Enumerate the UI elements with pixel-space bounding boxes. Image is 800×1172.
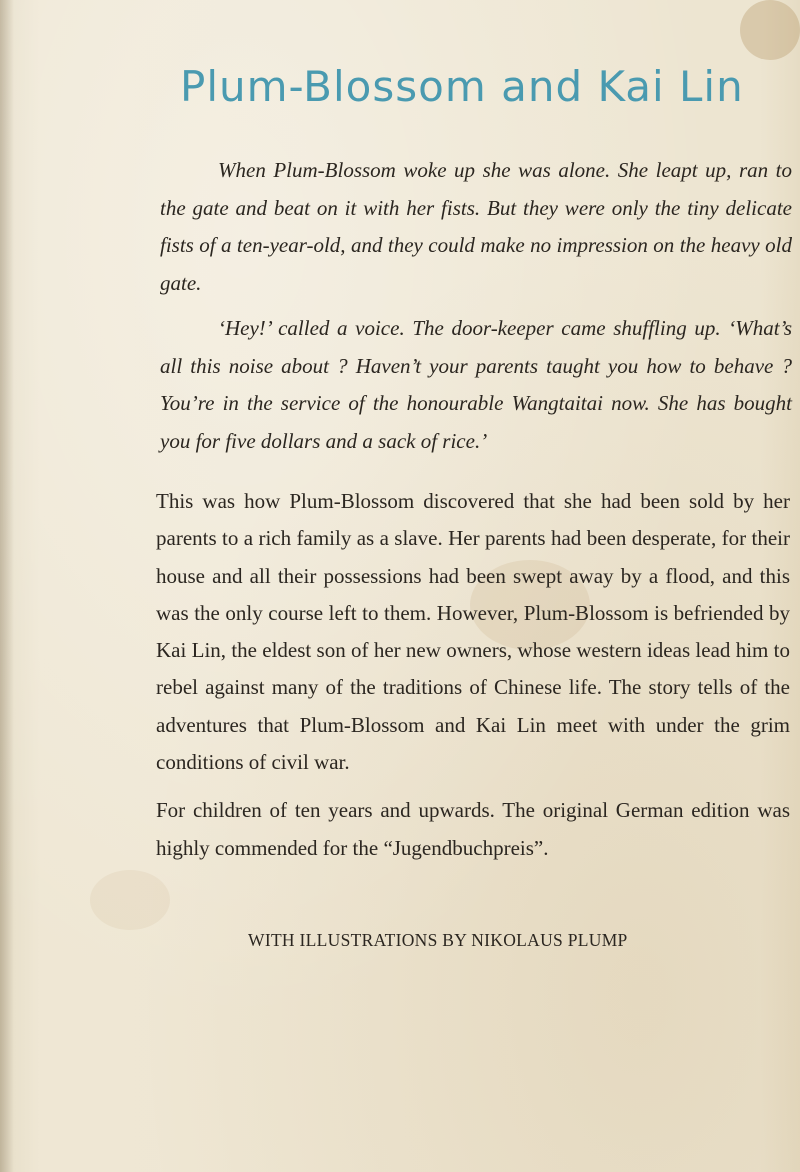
description-paragraph: For children of ten years and upwards. The original German edition was highly commended for the “Jugendbuchpreis”. [156,798,790,860]
excerpt-paragraph: When Plum-Blossom woke up she was alone. She leapt up, ran to the gate and beat on it with her fists. But they were only the tiny delicate fists of a ten-year-old, and they could make no impression on the heavy old gate. [160,158,792,295]
paper-stain [740,0,800,60]
paper-stain [90,870,170,930]
illustrator-credit: WITH ILLUSTRATIONS BY NIKOLAUS PLUMP [248,930,628,950]
description-block [156,483,790,867]
excerpt-paragraph: ‘Hey!’ called a voice. The door-keeper came shuffling up. ‘What’s all this noise about ? Haven’t your parents taught you how to behave ? You’re in the service of the honourable Wangtaitai now. She has bought you for five dollars and a sack of rice.’ [160,316,792,453]
book-title: Plum-Blossom and Kai Lin [180,62,744,111]
description-paragraph: This was how Plum-Blossom discovered that she had been sold by her parents to a rich family as a slave. Her parents had been desperate, for their house and all their possessions had been swept away by a flood, and this was the only course left to them. However, Plum-Blossom is befriended by Kai Lin, the eldest son of her new owners, whose western ideas lead him to rebel against many of the traditions of Chinese life. The story tells of the adventures that Plum-Blossom and Kai Lin meet with under the grim conditions of civil war. [156,489,790,775]
spine-shadow [0,0,14,1172]
excerpt-block [160,152,792,460]
